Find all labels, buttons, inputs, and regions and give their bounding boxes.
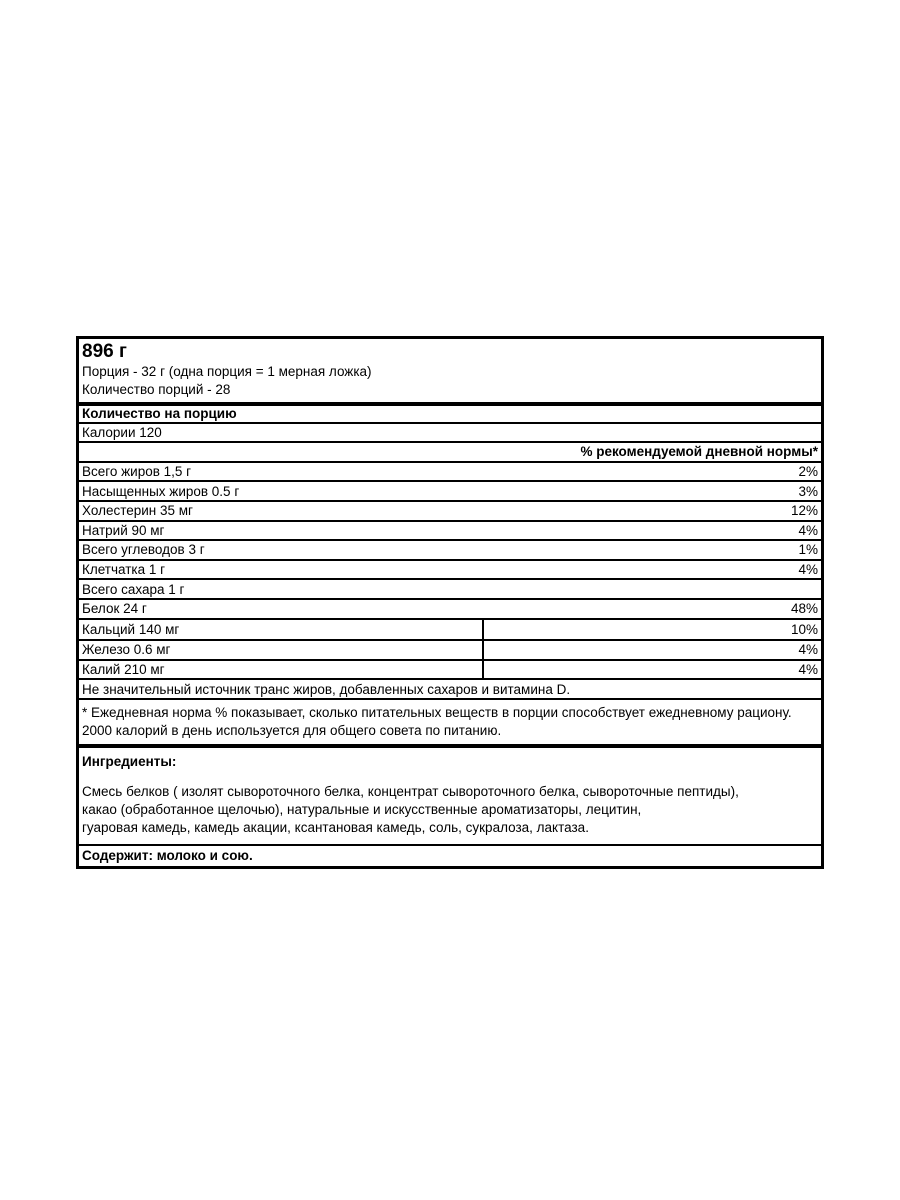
nutrient-pct: 12% (790, 503, 818, 519)
nutrient-name: Насыщенных жиров 0.5 г (82, 483, 240, 499)
amount-per-serving-label: Количество на порцию (82, 406, 237, 422)
daily-value-header-label: % рекомендуемой дневной нормы* (580, 444, 818, 460)
nutrient-name: Холестерин 35 мг (82, 503, 193, 519)
mineral-name: Калий 210 мг (79, 661, 484, 679)
daily-value-header (79, 441, 821, 461)
nutrient-row (79, 461, 821, 481)
mineral-row (79, 659, 821, 679)
not-significant-text: Не значительный источник транс жиров, добавленных сахаров и витамина D. (82, 681, 571, 697)
nutrition-label (76, 336, 824, 869)
ingredients-line: Смесь белков ( изолят сывороточного белка, концентрат сывороточного белка, сывороточные пептиды), (82, 783, 739, 799)
nutrient-name: Белок 24 г (82, 601, 147, 617)
nutrient-pct: 48% (790, 601, 818, 617)
nutrient-name: Клетчатка 1 г (82, 562, 166, 578)
mineral-pct: 10% (790, 621, 818, 637)
nutrient-row (79, 578, 821, 598)
allergen-statement: Содержит: молоко и сою. (79, 844, 821, 866)
nutrient-row (79, 480, 821, 500)
serving-size: Порция - 32 г (одна порция = 1 мерная ложка) (82, 364, 372, 379)
label-header (79, 339, 821, 402)
mineral-pct: 4% (798, 642, 818, 658)
nutrient-row (79, 500, 821, 520)
nutrient-row (79, 559, 821, 579)
calories-label: Калории 120 (82, 424, 162, 440)
ingredients-section (79, 744, 821, 844)
daily-value-footnote: * Ежедневная норма % показывает, сколько питательных веществ в порции способствует ежедневному рациону. 2000 калорий в день используется для общего совета по питанию. (79, 698, 821, 744)
mineral-name: Кальций 140 мг (79, 620, 484, 640)
mineral-row (79, 620, 821, 640)
ingredients-title: Ингредиенты: (82, 753, 177, 769)
not-significant-note (79, 678, 821, 698)
nutrient-pct: 2% (798, 464, 818, 480)
mineral-pct: 4% (798, 662, 818, 678)
nutrient-pct: 4% (798, 522, 818, 538)
nutrient-pct: 3% (798, 483, 818, 499)
nutrient-pct: 1% (798, 542, 818, 558)
servings-count: Количество порций - 28 (82, 382, 231, 397)
mineral-list (79, 618, 821, 679)
nutrient-name: Всего углеводов 3 г (82, 542, 205, 558)
nutrient-name: Натрий 90 мг (82, 522, 165, 538)
mineral-row (79, 639, 821, 659)
nutrient-row (79, 539, 821, 559)
nutrient-list (79, 461, 821, 618)
amount-per-serving (79, 402, 821, 422)
mineral-name: Железо 0.6 мг (79, 641, 484, 659)
nutrient-name: Всего сахара 1 г (82, 581, 185, 597)
nutrient-row (79, 520, 821, 540)
ingredients-line: гуаровая камедь, камедь акации, ксантановая камедь, соль, сукралоза, лактаза. (82, 819, 589, 835)
nutrient-pct: 4% (798, 562, 818, 578)
nutrient-name: Всего жиров 1,5 г (82, 464, 192, 480)
nutrient-row (79, 598, 821, 618)
ingredients-line: какао (обработанное щелочью), натуральные и искусственные ароматизаторы, лецитин, (82, 801, 642, 817)
net-weight: 896 г (82, 341, 127, 362)
calories-row (79, 422, 821, 442)
